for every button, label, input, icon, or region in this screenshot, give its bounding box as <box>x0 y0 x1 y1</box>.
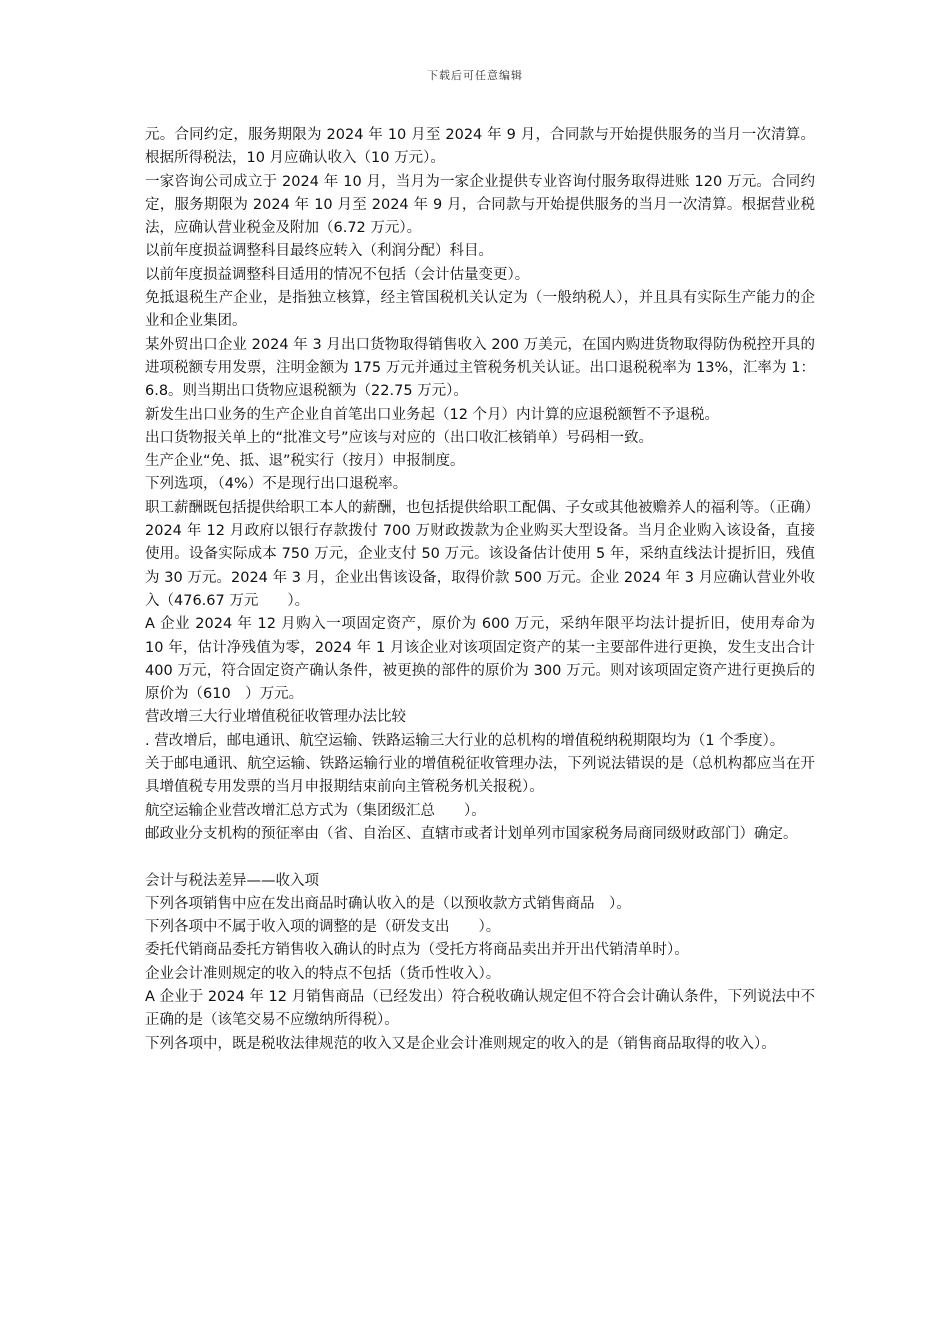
document-body <box>145 124 820 1056</box>
paragraph: 免抵退税生产企业，是指独立核算，经主管国税机关认定为（一般纳税人），并且具有实际生产能力的企业和企业集团。 <box>145 290 815 330</box>
paragraph: 下列各项中不属于收入项的调整的是（研发支出 ）。 <box>145 919 501 936</box>
paragraph: 以前年度损益调整科目最终应转入（利润分配）科目。 <box>145 243 493 260</box>
paragraph: 委托代销商品委托方销售收入确认的时点为（受托方将商品卖出并开出代销清单时）。 <box>145 942 689 959</box>
paragraph: 下列选项，（4%）不是现行出口退税率。 <box>145 476 408 493</box>
paragraph: . 营改增后，邮电通讯、航空运输、铁路运输三大行业的总机构的增值税纳税期限均为（1 个季度）。 <box>145 732 785 749</box>
paragraph: 出口货物报关单上的“批准文号”应该与对应的（出口收汇核销单）号码相一致。 <box>145 429 654 446</box>
section-heading: 会计与税法差异——收入项 <box>145 872 319 889</box>
paragraph: 航空运输企业营改增汇总方式为（集团级汇总 ）。 <box>145 802 486 819</box>
page-header: 下载后可任意编辑 <box>427 69 523 82</box>
paragraph: 新发生出口业务的生产企业自首笔出口业务起（12 个月）内计算的应退税额暂不予退税。 <box>145 406 720 423</box>
blank-line <box>145 846 815 869</box>
paragraph: 关于邮电通讯、航空运输、铁路运输行业的增值税征收管理办法，下列说法错误的是（总机构都应当在开具增值税专用发票的当月申报期结束前向主管税务机关报税）。 <box>145 756 815 796</box>
paragraph: 某外贸出口企业 2024 年 3 月出口货物取得销售收入 200 万美元，在国内购进货物取得防伪税控开具的进项税额专用发票，注明金额为 175 万元并通过主管税务机关认证。出口退税税率为 13%，汇率为 1：6.8。则当期出口货物应退税额为（22.75 万元）。 <box>145 336 815 400</box>
paragraph: 下列各项中，既是税收法律规范的收入又是企业会计准则规定的收入的是（销售商品取得的收入）。 <box>145 1035 776 1052</box>
paragraph: 元。合同约定，服务期限为 2024 年 10 月至 2024 年 9 月，合同款与开始提供服务的当月一次清算。根据所得税法，10 月应确认收入（10 万元）。 <box>145 127 815 167</box>
paragraph: 职工薪酬既包括提供给职工本人的薪酬，也包括提供给职工配偶、子女或其他被赡养人的福利等。（正确） <box>145 499 820 516</box>
paragraph: 生产企业“免、抵、退”税实行（按月）申报制度。 <box>145 453 465 470</box>
paragraph: 以前年度损益调整科目适用的情况不包括（会计估量变更）。 <box>145 266 530 283</box>
paragraph: A 企业 2024 年 12 月购入一项固定资产，原价为 600 万元，采纳年限平均法计提折旧，使用寿命为 10 年，估计净残值为零，2024 年 1 月该企业对该项固定资产的某一主要部件进行更换，发生支出合计 400 万元，符合固定资产确认条件，被更换的部件的原价为 300 万元。则对该项固定资产进行更换后的原价为（610 ）万元。 <box>145 616 815 703</box>
paragraph: 企业会计准则规定的收入的特点不包括（货币性收入）。 <box>145 965 501 982</box>
paragraph: 一家咨询公司成立于 2024 年 10 月，当月为一家企业提供专业咨询付服务取得进账 120 万元。合同约定，服务期限为 2024 年 10 月至 2024 年 9 月，合同款与开始提供服务的当月一次清算。根据营业税法，应确认营业税金及附加（6.72 万元）。 <box>145 173 815 237</box>
paragraph: 邮政业分支机构的预征率由（省、自治区、直辖市或者计划单列市国家税务局商同级财政部门）确定。 <box>145 825 798 842</box>
paragraph: A 企业于 2024 年 12 月销售商品（已经发出）符合税收确认规定但不符合会计确认条件，下列说法中不正确的是（该笔交易不应缴纳所得税）。 <box>145 988 815 1029</box>
section-heading: 营改增三大行业增值税征收管理办法比较 <box>145 709 406 726</box>
paragraph: 下列各项销售中应在发出商品时确认收入的是（以预收款方式销售商品 ）。 <box>145 895 631 912</box>
paragraph: 2024 年 12 月政府以银行存款拨付 700 万财政拨款为企业购买大型设备。当月企业购入该设备，直接使用。设备实际成本 750 万元，企业支付 50 万元。该设备估计使用 5 年，采纳直线法计提折旧，残值为 30 万元。2024 年 3 月，企业出售该设备，取得价款 500 万元。企业 2024 年 3 月应确认营业外收入（476.67 万元 ）。 <box>145 523 815 609</box>
